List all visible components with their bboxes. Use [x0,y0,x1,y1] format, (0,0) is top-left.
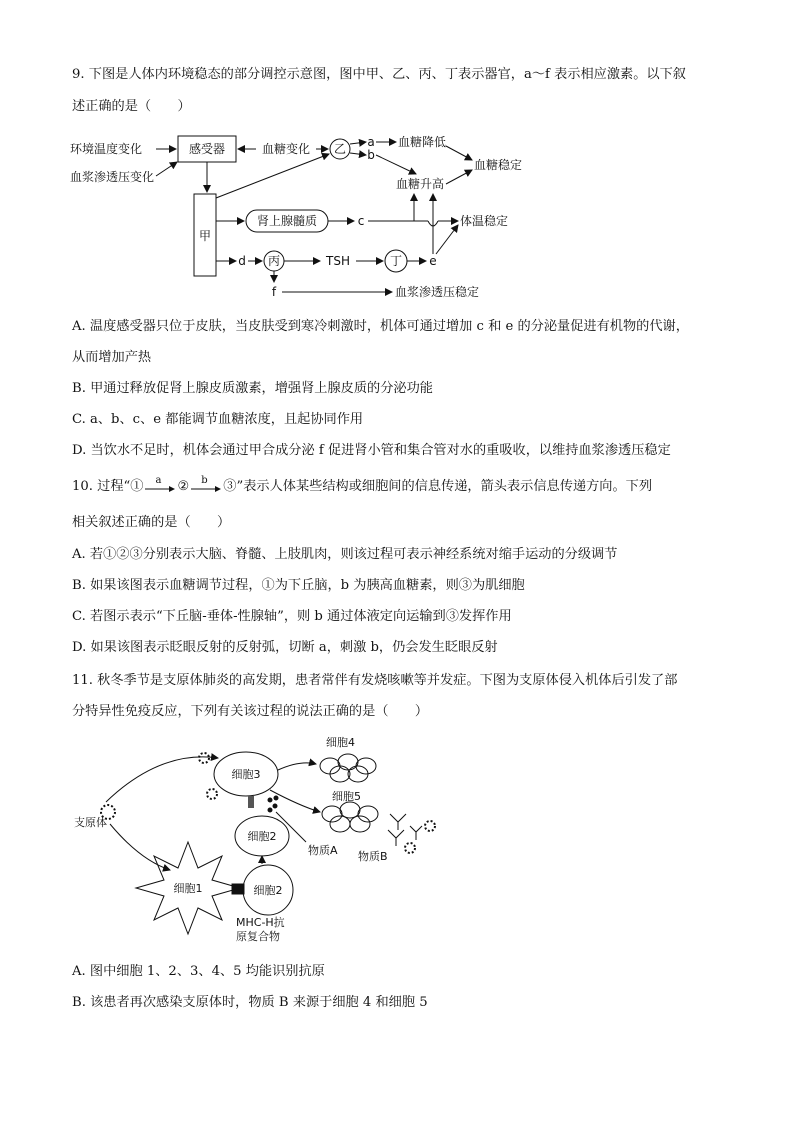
q9-stem-line1: 9. 下图是人体内环境稳态的部分调控示意图，图中甲、乙、丙、丁表示器官，a～f 表示相应激素。以下叙 [72,67,686,82]
substance-b-label: 物质B [358,850,388,863]
antibody-icon [388,814,422,846]
q9-option-d: D. 当饮水不足时，机体会通过甲合成分泌 f 促进肾小管和集合管对水的重吸收，以维持血浆渗透压稳定 [72,443,671,458]
hormone-d-label: d [238,254,246,268]
cell4-label: 细胞4 [326,736,355,749]
glucose-stable-label: 血糖稳定 [474,158,523,172]
q10-stem-line2: 相关叙述正确的是（ ） [72,515,231,530]
glucose-up-label: 血糖升高 [396,177,445,191]
substance-a-label: 物质A [308,844,338,857]
tsh-label: TSH [326,254,350,268]
glucose-change-label: 血糖变化 [261,142,311,156]
q10-arrow-a-label: a [155,475,162,486]
q9-option-c: C. a、b、c、e 都能调节血糖浓度，且起协同作用 [72,412,364,427]
mhc-label-line2: 原复合物 [236,930,280,943]
q10-arrow-b [189,477,223,497]
q10-stem-line1 [72,477,652,497]
hormone-c-label: c [357,214,365,228]
q10-option-d: D. 如果该图表示眨眼反射的反射弧，切断 a，刺激 b，仍会发生眨眼反射 [72,640,498,655]
adrenal-label: 肾上腺髓质 [256,214,318,228]
q11-stem-line1: 11. 秋冬季节是支原体肺炎的高发期，患者常伴有发烧咳嗽等并发症。下图为支原体侵入机体后引发了部 [72,673,678,688]
cell5-cluster [322,802,378,832]
cell4-cluster [320,754,376,782]
q11-diagram [70,730,450,950]
q10-stem-pre: 10. 过程“① [72,479,144,494]
q11-option-b: B. 该患者再次感染支原体时，物质 B 来源于细胞 4 和细胞 5 [72,995,428,1010]
q11-option-a: A. 图中细胞 1、2、3、4、5 均能识别抗原 [72,964,325,979]
q9-option-a-line2: 从而增加产热 [72,350,152,365]
cell2-top-label: 细胞2 [247,830,277,843]
cell5-label: 细胞5 [332,790,361,803]
ding-label: 丁 [389,254,403,268]
q10-stem-post: ③”表示人体某些结构或细胞间的信息传递，箭头表示信息传递方向。下列 [223,479,653,494]
q11-stem-line2: 分特异性免疫反应，下列有关该过程的说法正确的是（ ） [72,704,429,719]
q10-option-c: C. 若图示表示“下丘脑-垂体-性腺轴”，则 b 通过体液定向运输到③发挥作用 [72,609,512,624]
q10-arrow-b-label: b [201,475,208,486]
env-temp-label: 环境温度变化 [70,142,143,156]
bing-label: 丙 [267,254,281,268]
q10-arrow-a [143,477,177,497]
q9-diagram [70,128,550,306]
cell1-label: 细胞1 [173,882,203,895]
yi-label: 乙 [333,142,347,156]
cell3-label: 细胞3 [231,768,261,781]
q10-option-a: A. 若①②③分别表示大脑、脊髓、上肢肌肉，则该过程可表示神经系统对缩手运动的分级调节 [72,547,618,562]
q9-option-b: B. 甲通过释放促肾上腺皮质激素，增强肾上腺皮质的分泌功能 [72,381,433,396]
mhc-complex-icon [232,884,244,894]
q9-option-a-line1: A. 温度感受器只位于皮肤，当皮肤受到寒冷刺激时，机体可通过增加 c 和 e 的分泌量促进有机物的代谢， [72,319,689,334]
hormone-f-label: f [271,285,277,299]
receptor-label: 感受器 [188,142,226,156]
q10-circle-2: ② [177,479,190,494]
q9-stem-line2: 述正确的是（ ） [72,99,191,114]
plasma-osm-change-label: 血浆渗透压变化 [70,170,155,184]
jia-label: 甲 [198,229,212,243]
q10-option-b: B. 如果该图表示血糖调节过程，①为下丘脑，b 为胰高血糖素，则③为肌细胞 [72,578,525,593]
hormone-b-label: b [367,148,375,162]
hormone-a-label: a [367,135,375,149]
glucose-down-label: 血糖降低 [398,135,447,149]
osm-stable-label: 血浆渗透压稳定 [395,285,480,299]
hormone-e-label: e [429,254,437,268]
cell2-bottom-label: 细胞2 [253,884,283,897]
mhc-label-line1: MHC-H抗 [236,916,285,929]
temp-stable-label: 体温稳定 [460,214,509,228]
mycoplasma-label: 支原体 [74,816,107,829]
